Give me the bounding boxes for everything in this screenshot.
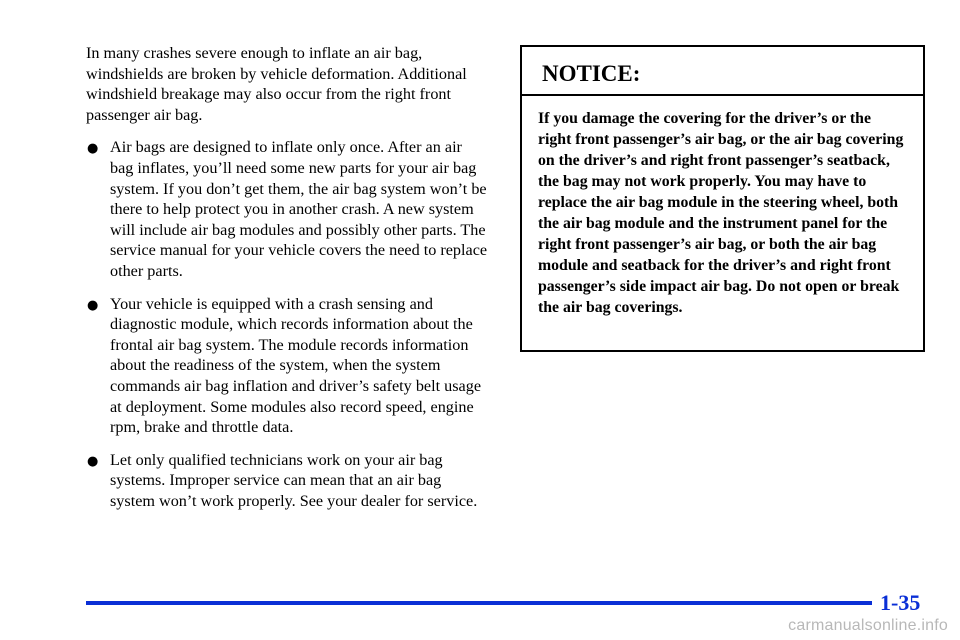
bullet-text: Your vehicle is equipped with a crash sensing and diagnostic module, which records information about the frontal air bag system. The module records information about the readiness of the system, when the system commands air bag inflation and driver’s safety belt usage at deployment. Some modules also record speed, engine rpm, brake and throttle data. [110, 294, 482, 437]
bullet-dot-icon: ● [87, 297, 99, 313]
bullet-dot-icon: ● [87, 453, 99, 469]
bullet-text: Air bags are designed to inflate only once. After an air bag inflates, you’ll need some new parts for your air bag system. If you don’t get them, the air bag system won’t be there to help protect you in another crash. A new system will include air bag modules and possibly other parts. The service manual for your vehicle covers the need to replace other parts. [110, 138, 488, 280]
notice-box [520, 45, 925, 352]
bullet-item [86, 137, 488, 281]
intro-paragraph: In many crashes severe enough to inflate an air bag, windshields are broken by vehicle deformation. Additional windshield breakage may also occur from the right front passenger air bag. [86, 44, 467, 124]
left-column [86, 43, 488, 511]
notice-title: NOTICE: [522, 47, 923, 96]
bullet-dot-icon: ● [87, 141, 99, 157]
bullet-list [86, 137, 488, 511]
footer-rule [86, 601, 872, 605]
page-number: 1-35 [880, 590, 921, 615]
bullet-text: Let only qualified technicians work on your air bag systems. Improper service can mean that an air bag system won’t work properly. See your dealer for service. [110, 450, 478, 510]
notice-body: If you damage the covering for the driver’s or the right front passenger’s air bag, or the air bag covering on the driver’s and right front passenger’s seatback, the bag may not work properly. You may have to replace the air bag module in the steering wheel, both the air bag module and the instrument panel for the right front passenger’s air bag, or both the air bag module and seatback for the driver’s and right front passenger’s side impact air bag. Do not open or break the air bag coverings. [538, 110, 904, 316]
watermark: carmanualsonline.info [788, 617, 948, 634]
bullet-item [86, 294, 488, 438]
bullet-item [86, 450, 488, 512]
